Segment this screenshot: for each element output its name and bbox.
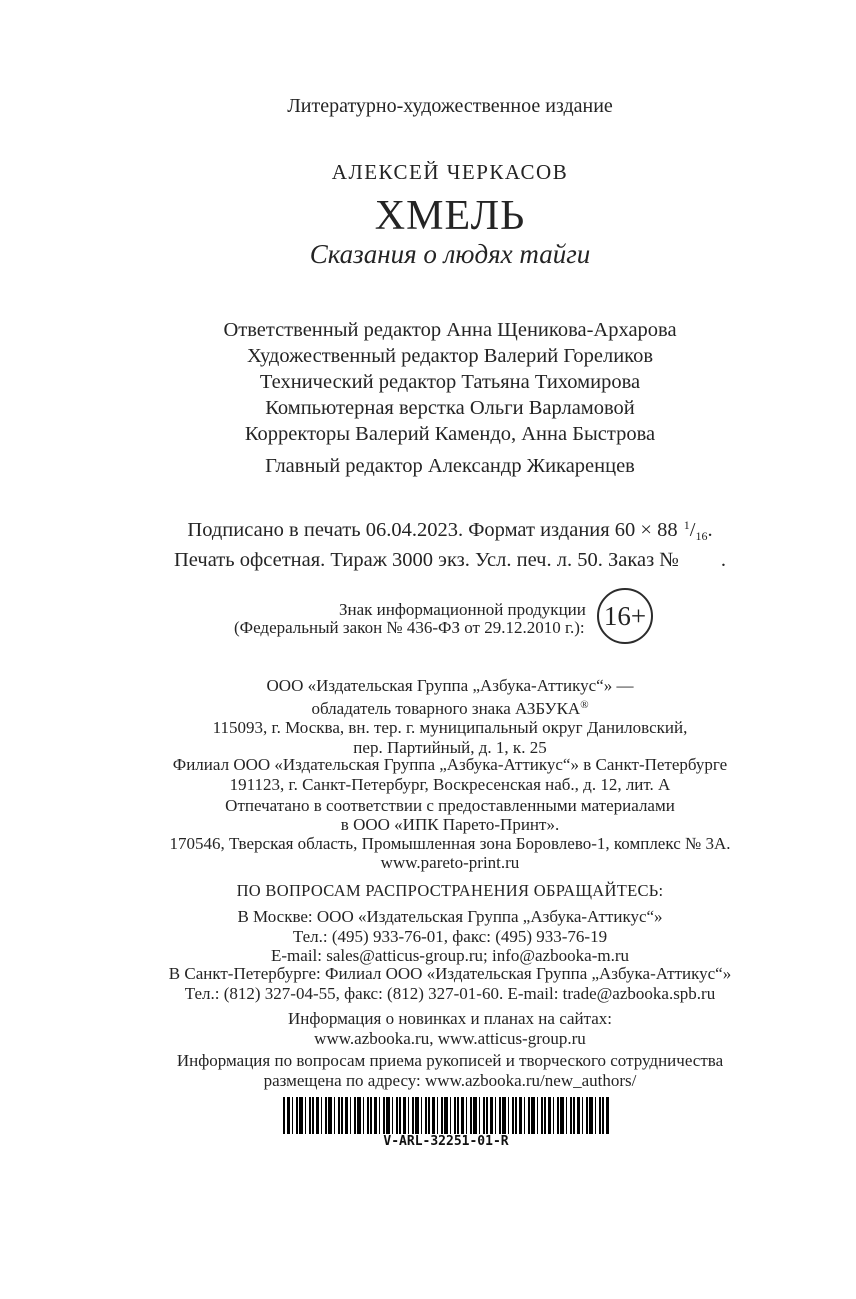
print-info-line1-text: Подписано в печать 06.04.2023. Формат издания 60 × 88 [187,519,683,541]
trademark-owner-text: обладатель товарного знака АЗБУКА [311,698,581,718]
manuscripts-line2: размещена по адресу: www.azbooka.ru/new_authors/ [263,1070,637,1090]
print-run-info [174,513,726,572]
sites-urls: www.azbooka.ru, www.atticus-group.ru [314,1028,586,1048]
printing-house-block [170,796,731,872]
publisher-group-address2: пер. Партийный, д. 1, к. 25 [353,737,547,757]
registered-trademark-icon: ® [580,698,589,711]
author-name: АЛЕКСЕЙ ЧЕРКАСОВ [331,160,569,184]
distribution-header: ПО ВОПРОСАМ РАСПРОСТРАНЕНИЯ ОБРАЩАЙТЕСЬ: [236,881,664,900]
branch-line1: Филиал ООО «Издательская Группа „Азбука-Аттикус“» в Санкт-Петербурге [172,755,728,774]
print-info-line2-text: Печать офсетная. Тираж 3000 экз. Усл. печ. л. 50. Заказ № [174,549,679,571]
sites-caption: Информация о новинках и планах на сайтах: [287,1009,613,1028]
credit-line: Технический редактор Татьяна Тихомирова [259,371,641,393]
spb-phone-email: Тел.: (812) 327-04-55, факс: (812) 327-01-60. E-mail: trade@azbooka.spb.ru [184,983,716,1003]
editorial-credits [223,317,676,479]
format-fraction-numerator: 1 [683,518,690,532]
barcode-label: V-ARL-32251-01-R [383,1134,509,1149]
publisher-group-line1: ООО «Издательская Группа „Азбука-Аттикус“» — [266,676,634,695]
book-title: ХМЕЛЬ [374,193,526,239]
age-rating-caption-line2: (Федеральный закон № 436-ФЗ от 29.12.2010 г.): [234,618,585,637]
moscow-contacts-block [237,907,662,966]
format-fraction-denominator: 16 [695,529,708,543]
moscow-email: E-mail: sales@atticus-group.ru; info@azbooka-m.ru [271,946,629,965]
credit-line: Корректоры Валерий Камендо, Анна Быстрова [244,423,656,445]
branch-address: 191123, г. Санкт-Петербург, Воскресенская наб., д. 12, лит. А [229,774,671,794]
barcode [283,1097,609,1134]
manuscripts-line1: Информация по вопросам приема рукописей и творческого сотрудничества [176,1051,724,1070]
publisher-group-address1: 115093, г. Москва, вн. тер. г. муниципальный округ Даниловский, [212,718,688,737]
print-info-line2 [174,548,726,572]
print-info-line1 [174,513,726,548]
format-fraction-slash: / [689,519,696,541]
printing-website: www.pareto-print.ru [380,853,520,872]
spb-line1: В Санкт-Петербурге: Филиал ООО «Издательская Группа „Азбука-Аттикус“» [168,964,732,983]
publisher-branch-block [173,755,727,794]
moscow-phone: Тел.: (495) 933-76-01, факс: (495) 933-76-19 [292,926,608,946]
moscow-line1: В Москве: ООО «Издательская Группа „Азбука-Аттикус“» [237,907,663,926]
book-subtitle: Сказания о людях тайги [309,239,591,269]
printing-address: 170546, Тверская область, Промышленная зона Боровлево-1, комплекс № 3А. [169,834,731,853]
age-rating-caption-line1: Знак информационной продукции [339,600,586,619]
publisher-group-line2 [213,696,688,719]
websites-block [288,1009,612,1048]
publisher-group-block [213,676,688,757]
print-info-line1-end: . [707,519,713,541]
print-info-line2-end: . [720,549,726,571]
manuscripts-block [177,1051,723,1090]
credit-line: Ответственный редактор Анна Щеникова-Архарова [223,319,677,341]
edition-type-label: Литературно-художественное издание [287,95,613,117]
spb-contacts-block [169,964,731,1003]
printing-line2: в ООО «ИПК Парето-Принт». [340,815,560,834]
printing-line1: Отпечатано в соответствии с предоставленными материалами [225,796,675,815]
age-rating-badge: 16+ [597,588,653,644]
chief-editor-line: Главный редактор Александр Жикаренцев [265,455,635,477]
credit-line: Художественный редактор Валерий Гореликов [246,345,654,367]
credit-line: Компьютерная верстка Ольги Варламовой [265,397,635,419]
